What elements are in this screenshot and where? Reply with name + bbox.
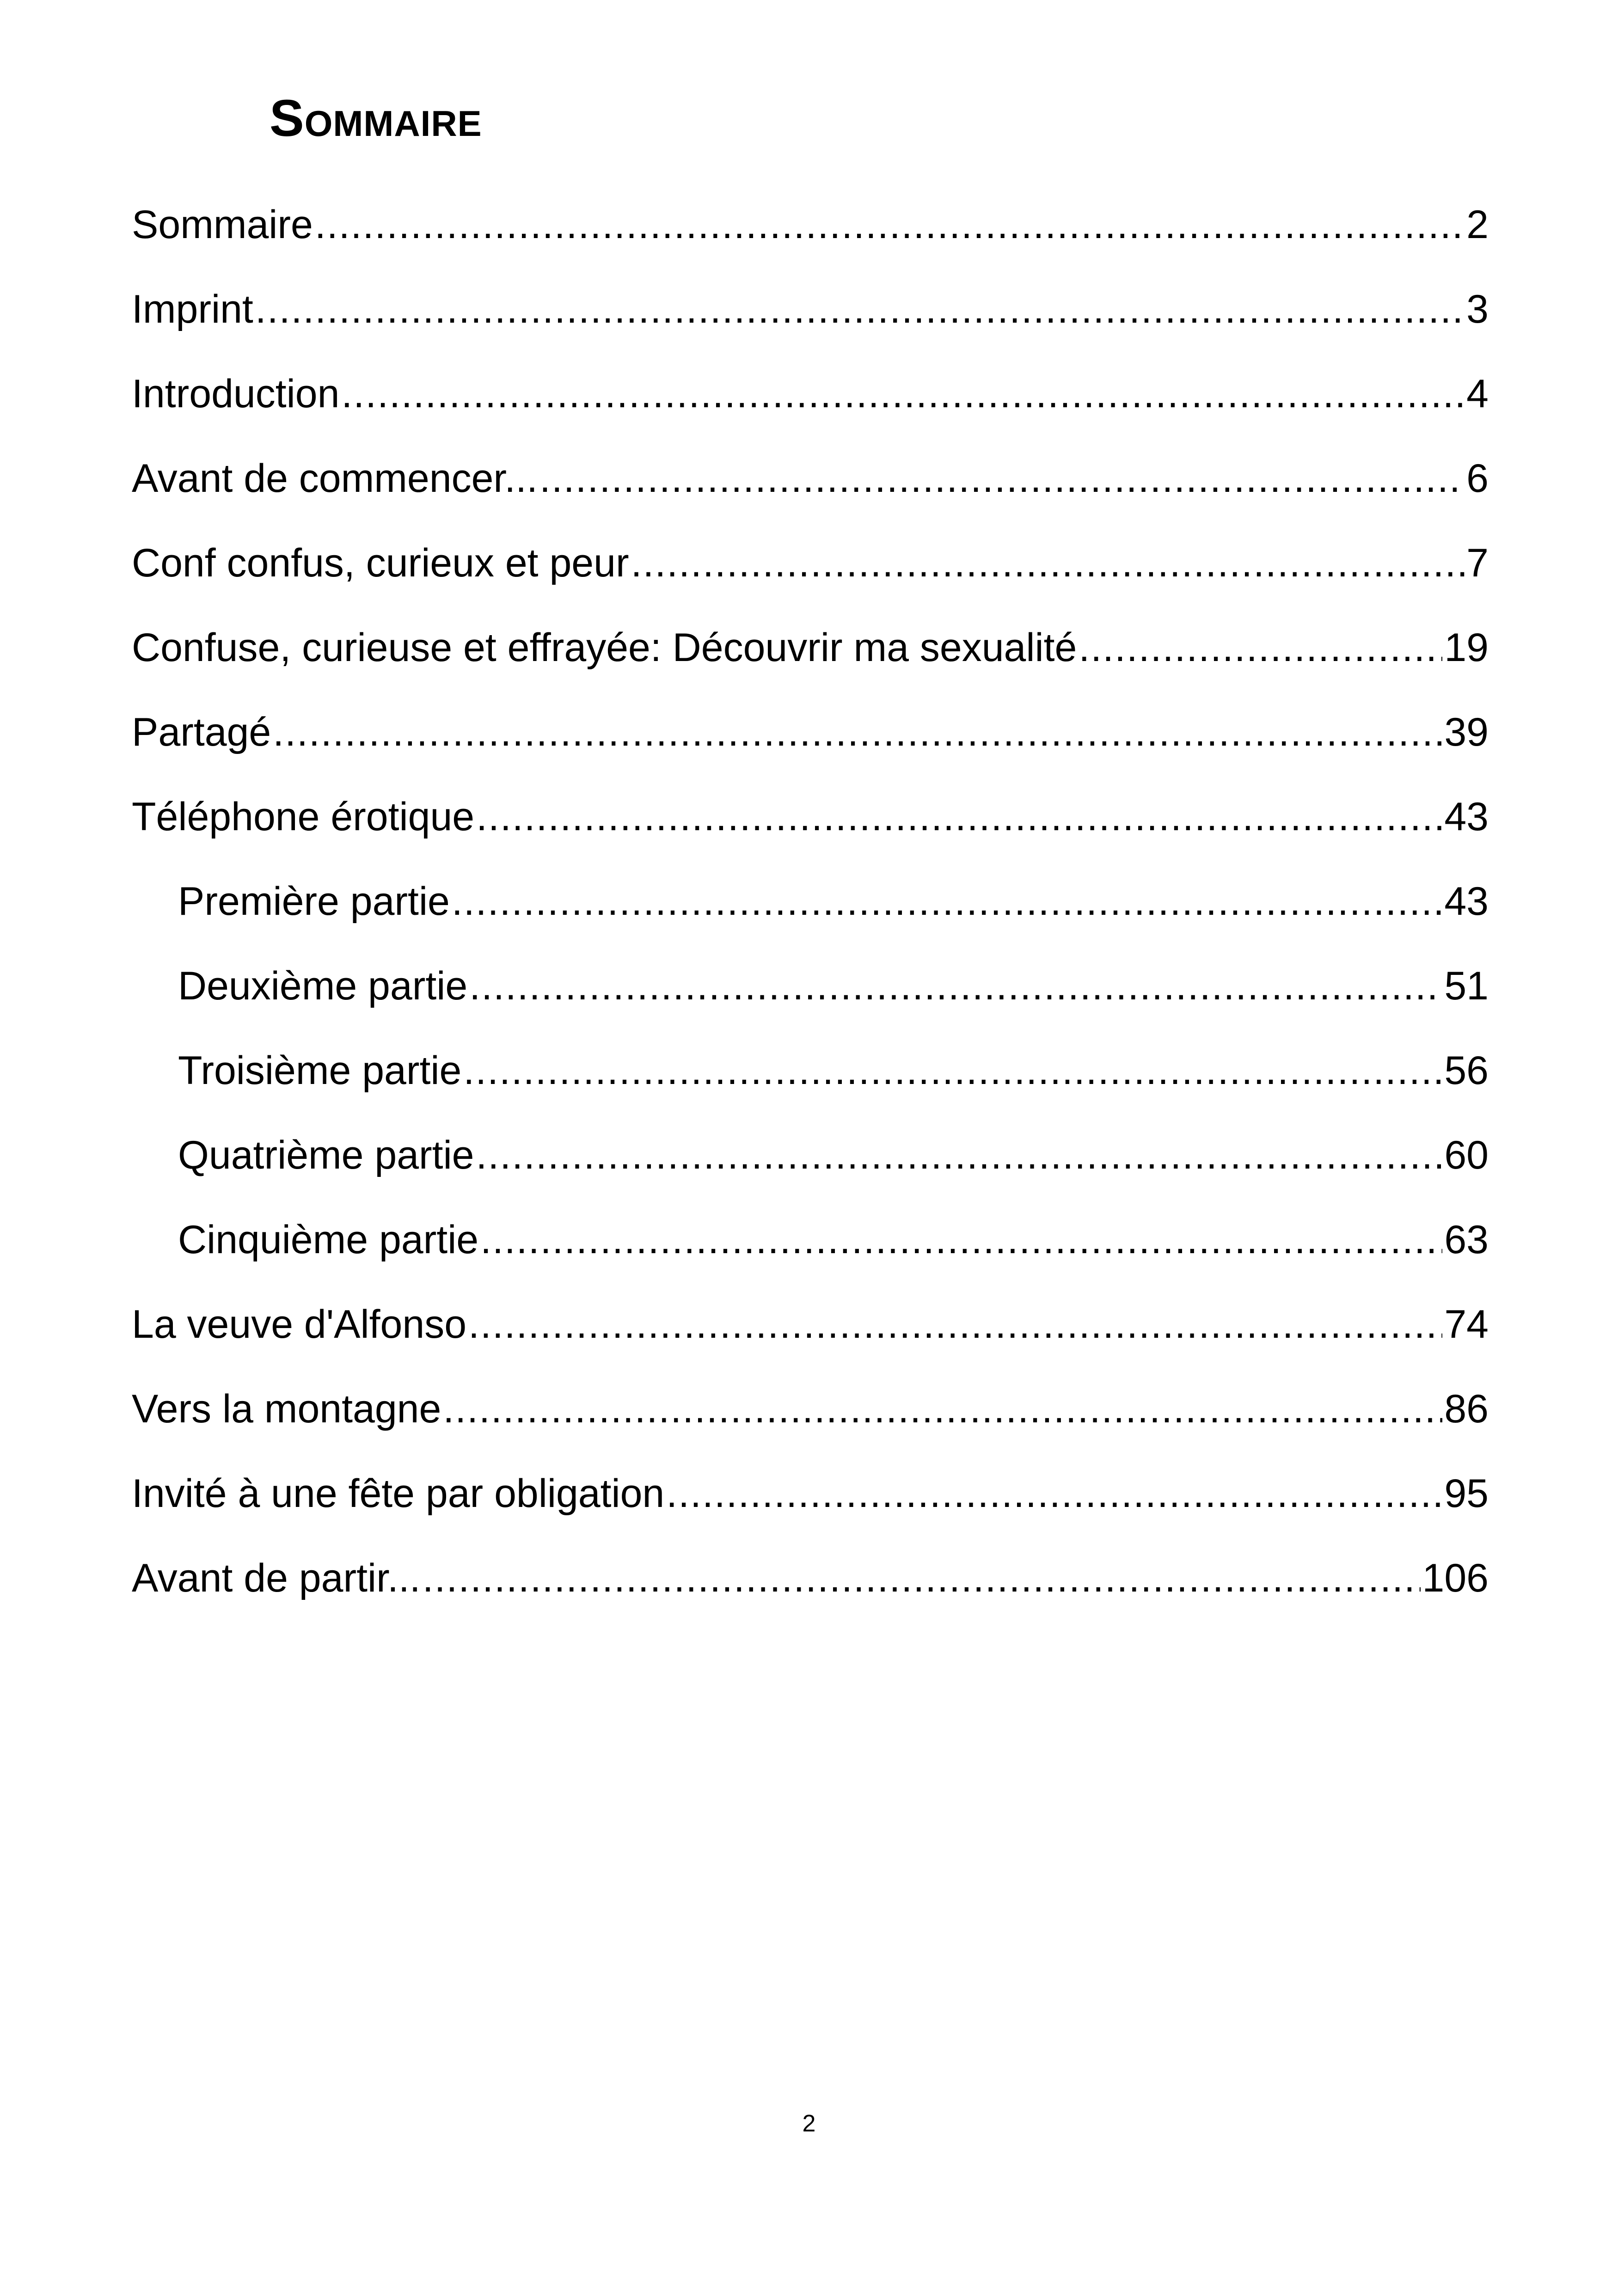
toc-subentry[interactable] bbox=[132, 966, 1489, 1051]
toc-entry-page: 86 bbox=[1444, 1387, 1489, 1431]
toc-entry-page: 63 bbox=[1444, 1218, 1489, 1262]
toc-entry-label: Introduction bbox=[132, 372, 340, 416]
toc-entry-page: 4 bbox=[1466, 372, 1489, 416]
table-of-contents bbox=[132, 202, 1489, 1643]
toc-entry-label: Première partie bbox=[178, 879, 450, 924]
toc-dot-leader bbox=[476, 797, 1442, 841]
toc-dot-leader bbox=[273, 712, 1442, 756]
toc-entry-label: Sommaire bbox=[132, 202, 313, 247]
toc-entry[interactable] bbox=[132, 1471, 1489, 1558]
toc-entry-page: 43 bbox=[1444, 879, 1489, 924]
toc-dot-leader bbox=[480, 1220, 1442, 1264]
toc-dot-leader bbox=[315, 205, 1465, 249]
toc-entry-label: Téléphone érotique bbox=[132, 795, 475, 839]
toc-dot-leader bbox=[539, 459, 1465, 502]
toc-entry-page: 95 bbox=[1444, 1471, 1489, 1516]
toc-entry-page: 3 bbox=[1466, 287, 1489, 331]
toc-entry-page: 7 bbox=[1466, 541, 1489, 585]
toc-entry[interactable] bbox=[132, 374, 1489, 459]
toc-entry-label: Vers la montagne bbox=[132, 1387, 441, 1431]
toc-entry-label: Conf confus, curieux et peur bbox=[132, 541, 629, 585]
toc-subentry[interactable] bbox=[132, 1048, 1489, 1135]
toc-entry-label: La veuve d'Alfonso bbox=[132, 1302, 467, 1347]
toc-entry[interactable] bbox=[132, 712, 1489, 797]
toc-dot-leader bbox=[469, 966, 1442, 1010]
toc-entry-label: Partagé bbox=[132, 710, 271, 754]
toc-entry[interactable] bbox=[132, 1389, 1489, 1474]
toc-entry[interactable] bbox=[132, 1304, 1489, 1389]
toc-entry-label: Invité à une fête par obligation bbox=[132, 1471, 665, 1516]
toc-entry[interactable] bbox=[132, 456, 1489, 543]
page-title: Sommaire bbox=[270, 89, 482, 147]
toc-entry-page: 6 bbox=[1466, 456, 1489, 501]
toc-subentry[interactable] bbox=[132, 1220, 1489, 1304]
toc-entry-page: 56 bbox=[1444, 1048, 1489, 1093]
toc-dot-leader bbox=[631, 543, 1465, 587]
toc-entry-label: Avant de commencer... bbox=[132, 456, 538, 501]
toc-entry[interactable] bbox=[132, 797, 1489, 882]
toc-entry-page: 60 bbox=[1444, 1133, 1489, 1177]
toc-entry-page: 39 bbox=[1444, 710, 1489, 754]
toc-dot-leader bbox=[423, 1558, 1421, 1602]
toc-dot-leader bbox=[463, 1051, 1442, 1095]
toc-dot-leader bbox=[1079, 628, 1442, 672]
toc-entry[interactable] bbox=[132, 202, 1489, 289]
toc-dot-leader bbox=[255, 289, 1465, 333]
toc-entry-page: 74 bbox=[1444, 1302, 1489, 1347]
toc-entry[interactable] bbox=[132, 625, 1489, 712]
toc-dot-leader bbox=[443, 1389, 1442, 1433]
toc-entry-page: 43 bbox=[1444, 795, 1489, 839]
toc-entry-label: Avant de partir... bbox=[132, 1556, 421, 1600]
toc-entry-page: 2 bbox=[1466, 202, 1489, 247]
toc-entry-label: Quatrième partie bbox=[178, 1133, 474, 1177]
toc-entry[interactable] bbox=[132, 1558, 1489, 1643]
toc-entry-page: 106 bbox=[1422, 1556, 1489, 1600]
toc-entry-page: 51 bbox=[1444, 964, 1489, 1008]
toc-entry-label: Troisième partie bbox=[178, 1048, 462, 1093]
toc-dot-leader bbox=[476, 1135, 1443, 1179]
toc-dot-leader bbox=[452, 882, 1442, 925]
toc-entry-label: Confuse, curieuse et effrayée: Découvrir ma sexualité bbox=[132, 625, 1077, 670]
toc-entry-label: Imprint bbox=[132, 287, 253, 331]
toc-entry[interactable] bbox=[132, 289, 1489, 374]
toc-subentry[interactable] bbox=[132, 879, 1489, 966]
toc-subentry[interactable] bbox=[132, 1135, 1489, 1220]
toc-entry-label: Deuxième partie bbox=[178, 964, 468, 1008]
toc-dot-leader bbox=[341, 374, 1465, 418]
toc-dot-leader bbox=[468, 1304, 1442, 1348]
toc-dot-leader bbox=[666, 1474, 1442, 1518]
toc-entry-page: 19 bbox=[1444, 625, 1489, 670]
toc-entry-label: Cinquième partie bbox=[178, 1218, 479, 1262]
toc-entry[interactable] bbox=[132, 543, 1489, 628]
page-number: 2 bbox=[802, 2110, 816, 2137]
